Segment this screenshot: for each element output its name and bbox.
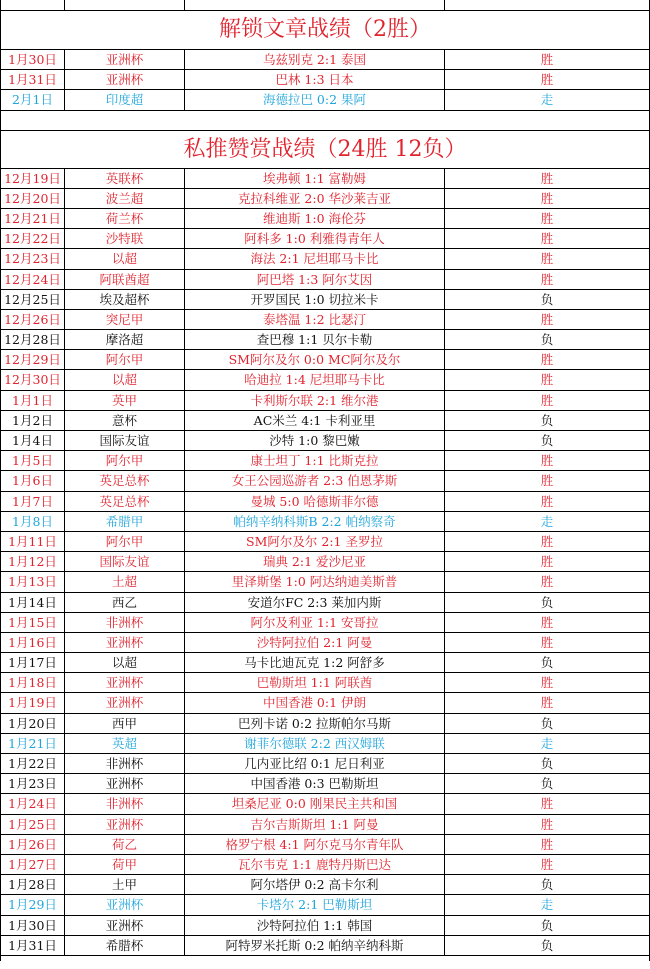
result-cell: 走 <box>540 92 554 108</box>
date-cell: 12月28日 <box>1 330 65 349</box>
result-cell: 胜 <box>540 352 554 368</box>
table-row <box>1 653 649 673</box>
result-cell: 胜 <box>540 311 554 327</box>
result-cell: 胜 <box>540 574 554 590</box>
table-row <box>1 209 649 229</box>
match-cell: 吉尔吉斯斯坦 1:1 阿曼 <box>185 815 445 834</box>
date-cell: 1月18日 <box>1 673 65 692</box>
result-cell: 负 <box>540 776 554 792</box>
league-cell: 以超 <box>65 653 185 672</box>
table-row <box>1 916 649 936</box>
match-cell: 阿科多 1:0 利雅得青年人 <box>185 229 445 248</box>
league-cell: 阿尔甲 <box>65 350 185 369</box>
table-row <box>1 895 649 915</box>
table-row <box>1 431 649 451</box>
league-cell: 非洲杯 <box>65 794 185 813</box>
table-row <box>1 451 649 471</box>
date-cell: 1月29日 <box>1 895 65 914</box>
match-cell: 巴勒斯坦 1:1 阿联酋 <box>185 673 445 692</box>
match-cell: 克拉科维亚 2:0 华沙莱吉亚 <box>185 189 445 208</box>
result-cell: 胜 <box>540 392 554 408</box>
table-row <box>1 693 649 713</box>
league-cell: 土超 <box>65 572 185 591</box>
result-cell: 胜 <box>540 493 554 509</box>
table-row <box>1 391 649 411</box>
section-spacer <box>1 111 649 131</box>
table-row <box>1 169 649 189</box>
date-cell: 1月28日 <box>1 875 65 894</box>
match-cell: 瑞典 2:1 爱沙尼亚 <box>185 552 445 571</box>
league-cell: 亚洲杯 <box>65 693 185 712</box>
league-cell: 亚洲杯 <box>65 815 185 834</box>
league-cell: 荷兰杯 <box>65 209 185 228</box>
table-row <box>1 855 649 875</box>
section1-title: 解锁文章战绩（2胜） <box>1 11 649 50</box>
match-cell: 海法 2:1 尼坦耶马卡比 <box>185 249 445 268</box>
table-row <box>1 593 649 613</box>
league-cell: 以超 <box>65 370 185 389</box>
league-cell: 亚洲杯 <box>65 70 185 89</box>
date-cell: 1月8日 <box>1 512 65 531</box>
date-cell: 1月20日 <box>1 714 65 733</box>
league-cell: 荷甲 <box>65 855 185 874</box>
match-cell: 沙特阿拉伯 2:1 阿曼 <box>185 633 445 652</box>
date-cell: 1月4日 <box>1 431 65 450</box>
table-row <box>1 229 649 249</box>
table-row <box>1 633 649 653</box>
date-cell: 12月24日 <box>1 270 65 289</box>
top-row-stub <box>1 0 649 11</box>
league-cell: 阿联酋超 <box>65 270 185 289</box>
match-cell: 埃弗顿 1:1 富勒姆 <box>185 169 445 188</box>
match-cell: 格罗宁根 4:1 阿尔克马尔青年队 <box>185 835 445 854</box>
result-cell: 胜 <box>540 695 554 711</box>
match-cell: 维迪斯 1:0 海伦芬 <box>185 209 445 228</box>
date-cell: 1月19日 <box>1 693 65 712</box>
table-row <box>1 370 649 390</box>
result-cell: 胜 <box>540 372 554 388</box>
result-cell: 负 <box>540 756 554 771</box>
date-cell: 12月23日 <box>1 249 65 268</box>
table-row <box>1 774 649 794</box>
date-cell: 12月22日 <box>1 229 65 248</box>
league-cell: 非洲杯 <box>65 613 185 632</box>
league-cell: 英足总杯 <box>65 471 185 490</box>
match-cell: 查巴穆 1:1 贝尔卡勒 <box>185 330 445 349</box>
result-cell: 胜 <box>540 533 554 549</box>
league-cell: 波兰超 <box>65 189 185 208</box>
league-cell: 国际友谊 <box>65 431 185 450</box>
league-cell: 希腊杯 <box>65 936 185 955</box>
match-cell: 中国香港 0:3 巴勒斯坦 <box>185 774 445 793</box>
result-cell: 胜 <box>540 72 554 88</box>
date-cell: 1月30日 <box>1 50 65 69</box>
table-row <box>1 70 649 90</box>
league-cell: 阿尔甲 <box>65 532 185 551</box>
league-cell: 亚洲杯 <box>65 50 185 69</box>
table-row <box>1 350 649 370</box>
section1-table <box>1 50 649 111</box>
match-cell: 哈迪拉 1:4 尼坦耶马卡比 <box>185 370 445 389</box>
result-cell: 胜 <box>540 836 554 852</box>
result-cell: 胜 <box>540 271 554 287</box>
match-cell: 马卡比迪瓦克 1:2 阿舒多 <box>185 653 445 672</box>
date-cell: 1月6日 <box>1 471 65 490</box>
result-cell: 胜 <box>540 614 554 630</box>
result-cell: 负 <box>540 937 554 953</box>
date-cell: 12月20日 <box>1 189 65 208</box>
result-cell: 胜 <box>540 796 554 812</box>
date-cell: 1月12日 <box>1 552 65 571</box>
match-cell: 中国香港 0:1 伊朗 <box>185 693 445 712</box>
league-cell: 非洲杯 <box>65 754 185 773</box>
match-cell: AC米兰 4:1 卡利亚里 <box>185 411 445 430</box>
table-row <box>1 249 649 269</box>
date-cell: 1月17日 <box>1 653 65 672</box>
table-row <box>1 50 649 70</box>
result-cell: 负 <box>540 412 554 428</box>
match-cell: SM阿尔及尔 2:1 圣罗拉 <box>185 532 445 551</box>
result-cell: 胜 <box>540 210 554 226</box>
match-cell: 里泽斯堡 1:0 阿达纳迪美斯普 <box>185 572 445 591</box>
table-row <box>1 512 649 532</box>
league-cell: 亚洲杯 <box>65 633 185 652</box>
date-cell: 12月25日 <box>1 290 65 309</box>
date-cell: 1月5日 <box>1 451 65 470</box>
league-cell: 荷乙 <box>65 835 185 854</box>
match-cell: 阿特罗米托斯 0:2 帕纳辛纳科斯 <box>185 936 445 955</box>
league-cell: 亚洲杯 <box>65 774 185 793</box>
league-cell: 希腊甲 <box>65 512 185 531</box>
date-cell: 1月24日 <box>1 794 65 813</box>
table-row <box>1 310 649 330</box>
date-cell: 2月1日 <box>1 90 65 109</box>
match-cell: 阿尔及利亚 1:1 安哥拉 <box>185 613 445 632</box>
result-cell: 胜 <box>540 52 554 67</box>
result-cell: 走 <box>540 897 554 913</box>
table-row <box>1 835 649 855</box>
table-row <box>1 471 649 491</box>
table-row <box>1 189 649 209</box>
table-row <box>1 714 649 734</box>
league-cell: 西乙 <box>65 593 185 612</box>
table-row <box>1 552 649 572</box>
match-cell: 阿巴塔 1:3 阿尔艾因 <box>185 270 445 289</box>
date-cell: 1月21日 <box>1 734 65 753</box>
date-cell: 1月1日 <box>1 391 65 410</box>
table-row <box>1 815 649 835</box>
result-cell: 胜 <box>540 453 554 469</box>
result-cell: 负 <box>540 715 554 731</box>
match-cell: 阿尔塔伊 0:2 高卡尔利 <box>185 875 445 894</box>
result-cell: 胜 <box>540 473 554 489</box>
section2-table <box>1 169 649 956</box>
league-cell: 西甲 <box>65 714 185 733</box>
date-cell: 1月27日 <box>1 855 65 874</box>
result-cell: 胜 <box>540 816 554 832</box>
match-cell: 沙特阿拉伯 1:1 韩国 <box>185 916 445 935</box>
date-cell: 1月13日 <box>1 572 65 591</box>
result-cell: 胜 <box>540 251 554 267</box>
league-cell: 摩洛超 <box>65 330 185 349</box>
table-row <box>1 290 649 310</box>
date-cell: 1月11日 <box>1 532 65 551</box>
result-cell: 负 <box>540 594 554 610</box>
league-cell: 亚洲杯 <box>65 673 185 692</box>
result-cell: 负 <box>540 917 554 933</box>
match-cell: 女王公园巡游者 2:3 伯恩茅斯 <box>185 471 445 490</box>
match-cell: 卡塔尔 2:1 巴勒斯坦 <box>185 895 445 914</box>
result-cell: 负 <box>540 291 554 307</box>
match-cell: 卡利斯尔联 2:1 维尔港 <box>185 391 445 410</box>
date-cell: 1月31日 <box>1 936 65 955</box>
match-cell: 巴林 1:3 日本 <box>185 70 445 89</box>
date-cell: 1月22日 <box>1 754 65 773</box>
date-cell: 1月2日 <box>1 411 65 430</box>
match-cell: 曼城 5:0 哈德斯菲尔德 <box>185 492 445 511</box>
result-cell: 胜 <box>540 856 554 872</box>
table-row <box>1 532 649 552</box>
date-cell: 12月21日 <box>1 209 65 228</box>
table-row <box>1 673 649 693</box>
league-cell: 以超 <box>65 249 185 268</box>
match-cell: 泰塔温 1:2 比瑟汀 <box>185 310 445 329</box>
result-cell: 负 <box>540 655 554 671</box>
table-row <box>1 613 649 633</box>
league-cell: 亚洲杯 <box>65 916 185 935</box>
table-row <box>1 734 649 754</box>
match-cell: 康士坦丁 1:1 比斯克拉 <box>185 451 445 470</box>
date-cell: 1月23日 <box>1 774 65 793</box>
match-cell: 帕纳辛纳科斯B 2:2 帕纳察奇 <box>185 512 445 531</box>
date-cell: 1月31日 <box>1 70 65 89</box>
match-cell: SM阿尔及尔 0:0 MC阿尔及尔 <box>185 350 445 369</box>
result-cell: 胜 <box>540 190 554 206</box>
table-row <box>1 794 649 814</box>
table-row <box>1 411 649 431</box>
table-row <box>1 330 649 350</box>
section2-title: 私推赞赏战绩（24胜 12负） <box>1 131 649 169</box>
date-cell: 1月25日 <box>1 815 65 834</box>
match-cell: 巴列卡诺 0:2 拉斯帕尔马斯 <box>185 714 445 733</box>
league-cell: 亚洲杯 <box>65 895 185 914</box>
league-cell: 阿尔甲 <box>65 451 185 470</box>
league-cell: 突尼甲 <box>65 310 185 329</box>
table-row <box>1 270 649 290</box>
league-cell: 土甲 <box>65 875 185 894</box>
date-cell: 1月7日 <box>1 492 65 511</box>
result-cell: 负 <box>540 433 554 448</box>
date-cell: 1月14日 <box>1 593 65 612</box>
table-row <box>1 572 649 592</box>
league-cell: 国际友谊 <box>65 552 185 571</box>
league-cell: 印度超 <box>65 90 185 109</box>
date-cell: 12月19日 <box>1 169 65 188</box>
league-cell: 沙特联 <box>65 229 185 248</box>
league-cell: 英超 <box>65 734 185 753</box>
date-cell: 1月16日 <box>1 633 65 652</box>
table-row <box>1 936 649 956</box>
table-row <box>1 754 649 774</box>
match-cell: 坦桑尼亚 0:0 刚果民主共和国 <box>185 794 445 813</box>
result-cell: 负 <box>540 332 554 348</box>
match-cell: 海德拉巴 0:2 果阿 <box>185 90 445 109</box>
match-cell: 开罗国民 1:0 切拉米卡 <box>185 290 445 309</box>
league-cell: 埃及超杯 <box>65 290 185 309</box>
result-cell: 胜 <box>540 170 554 186</box>
match-cell: 沙特 1:0 黎巴嫩 <box>185 431 445 450</box>
result-cell: 胜 <box>540 554 554 570</box>
result-cell: 负 <box>540 877 554 893</box>
date-cell: 1月26日 <box>1 835 65 854</box>
match-cell: 几内亚比绍 0:1 尼日利亚 <box>185 754 445 773</box>
league-cell: 意杯 <box>65 411 185 430</box>
date-cell: 12月30日 <box>1 370 65 389</box>
result-cell: 走 <box>540 513 554 529</box>
result-cell: 胜 <box>540 231 554 247</box>
match-cell: 乌兹别克 2:1 泰国 <box>185 50 445 69</box>
league-cell: 英甲 <box>65 391 185 410</box>
date-cell: 12月26日 <box>1 310 65 329</box>
match-cell: 安道尔FC 2:3 莱加内斯 <box>185 593 445 612</box>
result-cell: 走 <box>540 735 554 751</box>
date-cell: 12月29日 <box>1 350 65 369</box>
result-cell: 胜 <box>540 675 554 691</box>
table-row <box>1 492 649 512</box>
table-row <box>1 90 649 110</box>
league-cell: 英足总杯 <box>65 492 185 511</box>
match-cell: 谢菲尔德联 2:2 西汉姆联 <box>185 734 445 753</box>
result-cell: 胜 <box>540 634 554 650</box>
league-cell: 英联杯 <box>65 169 185 188</box>
date-cell: 1月30日 <box>1 916 65 935</box>
date-cell: 1月15日 <box>1 613 65 632</box>
table-row <box>1 875 649 895</box>
match-cell: 瓦尔韦克 1:1 鹿特丹斯巴达 <box>185 855 445 874</box>
